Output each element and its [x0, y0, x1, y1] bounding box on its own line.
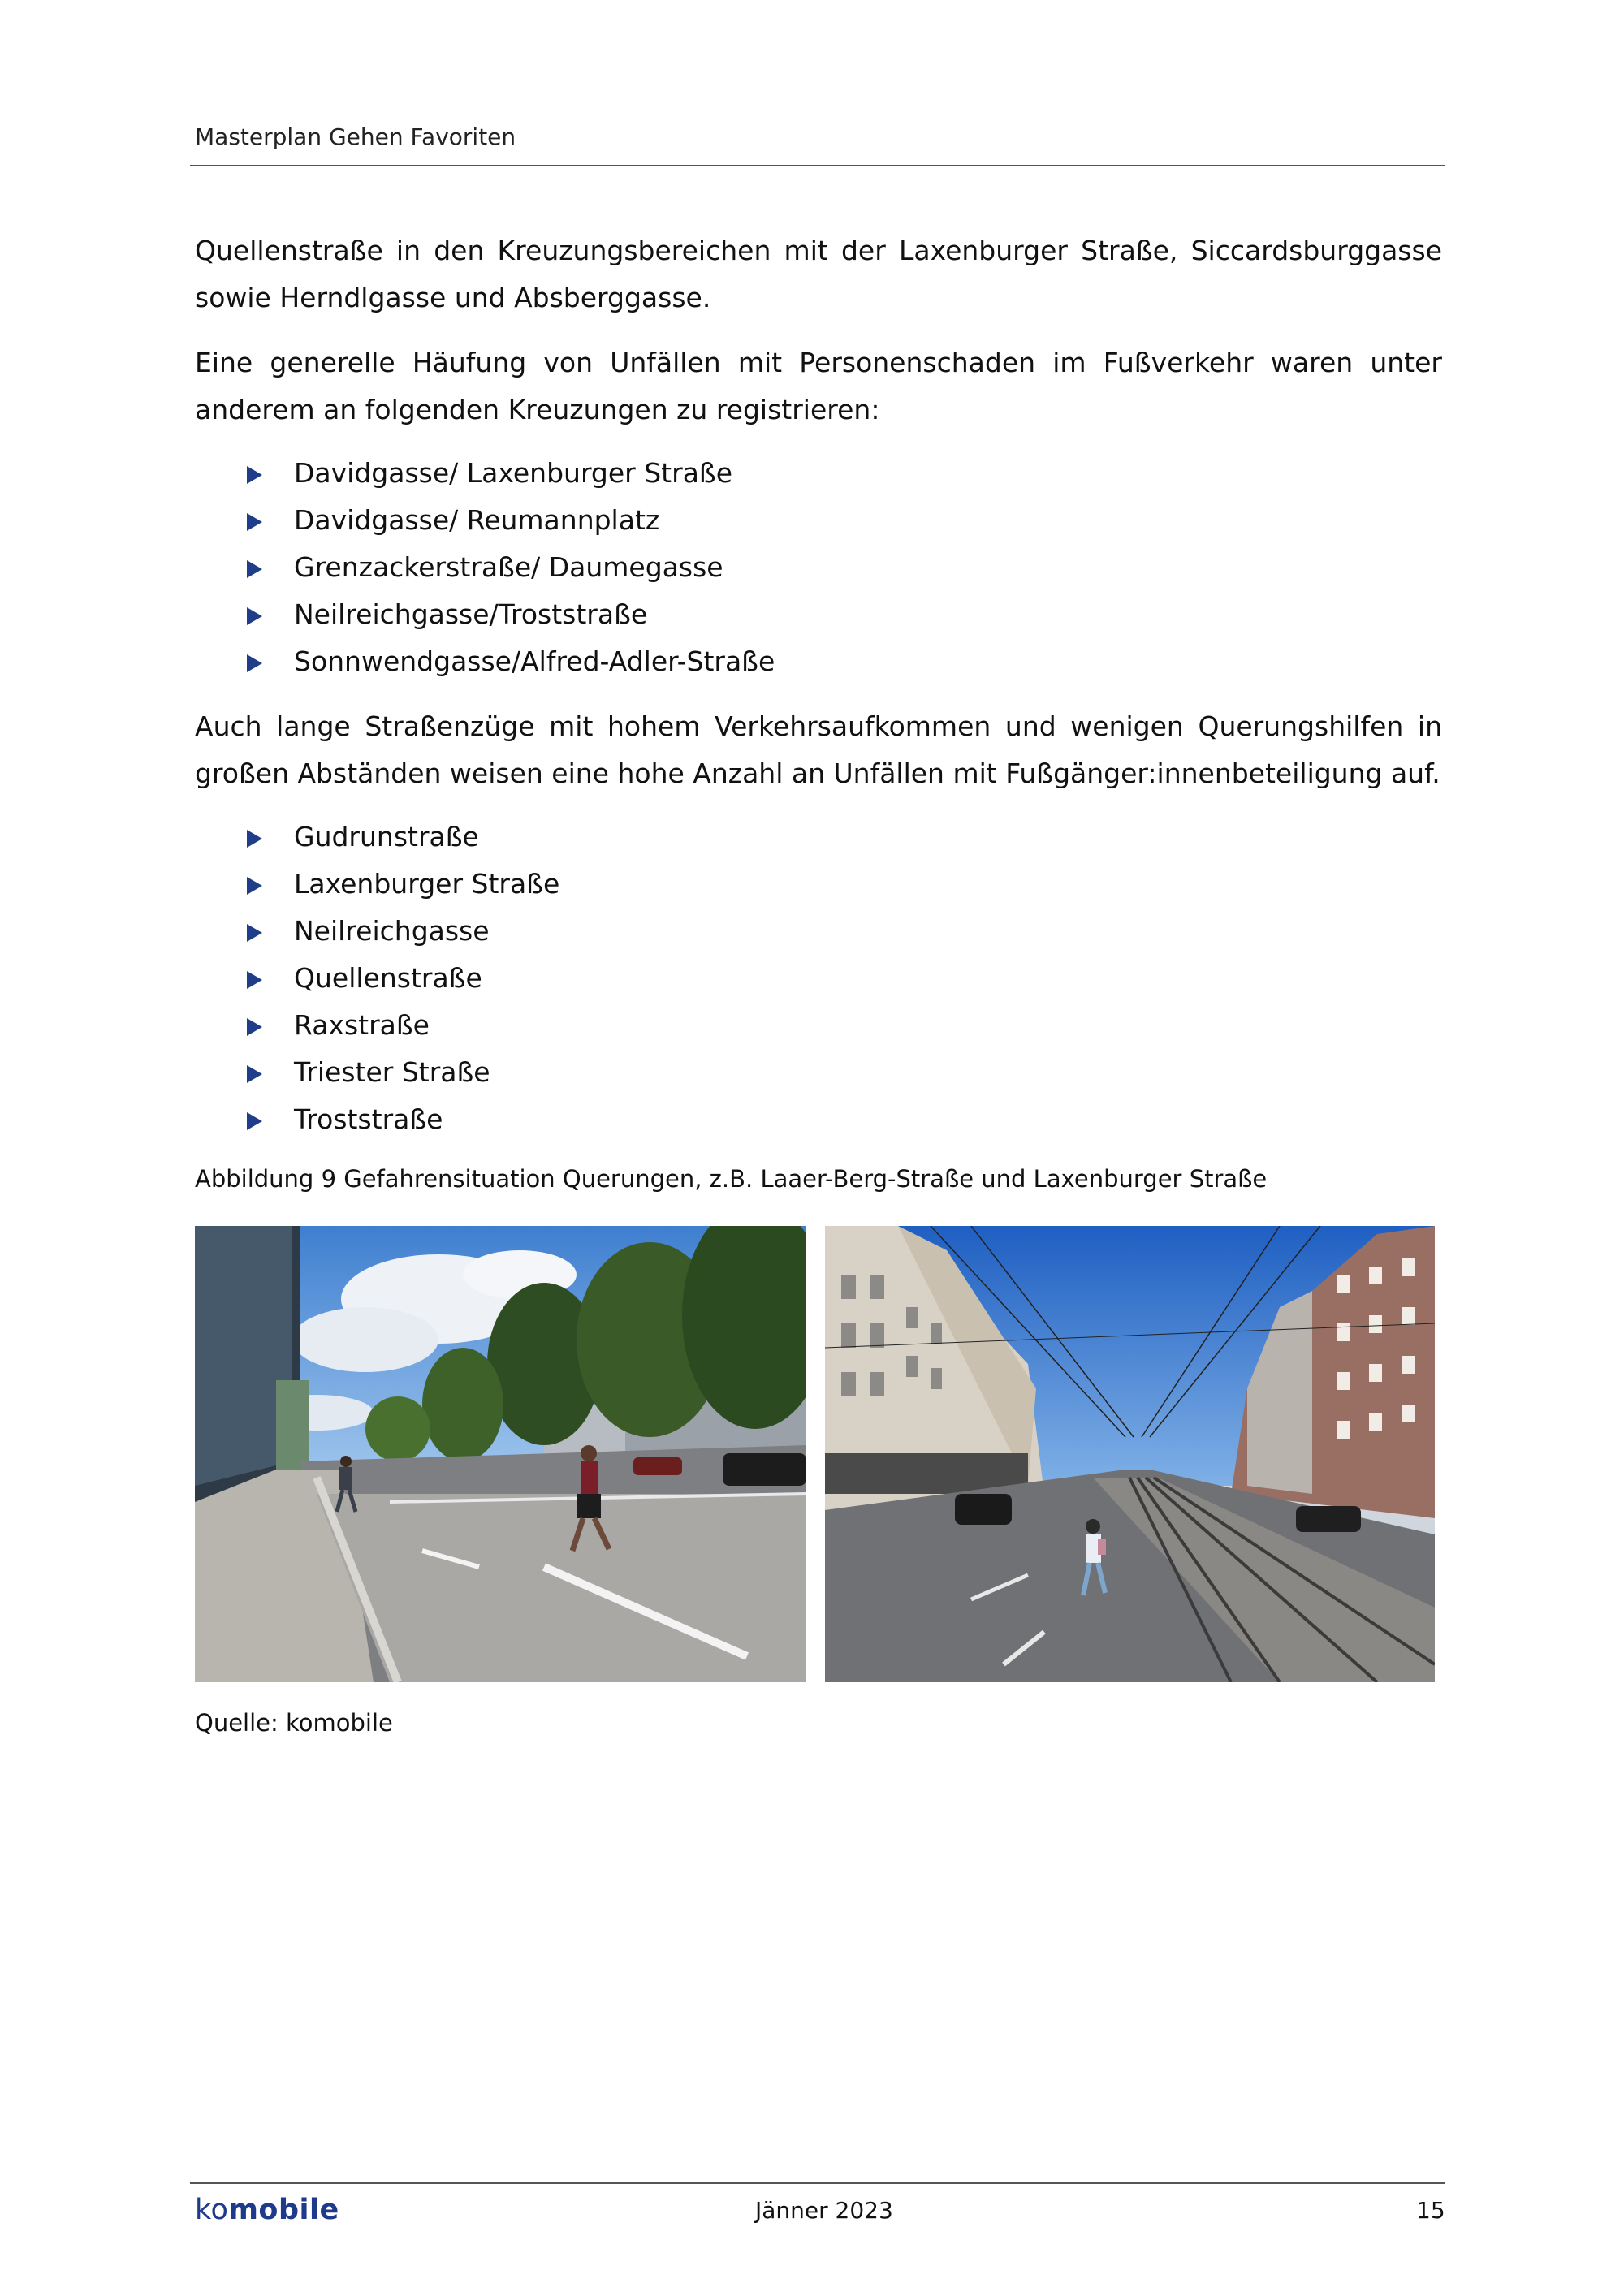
list-item: [247, 1002, 559, 1049]
triangle-bullet-icon: [247, 1018, 262, 1036]
list-item-text: Davidgasse/ Laxenburger Straße: [294, 457, 733, 489]
photo-laxenburger-strasse: [825, 1226, 1435, 1682]
intersection-list: [247, 450, 775, 685]
list-item-text: Quellenstraße: [294, 962, 482, 994]
list-item: [247, 908, 559, 955]
list-item: [247, 497, 775, 544]
paragraph-intro-continued: Quellenstraße in den Kreuzungsbereichen mit der Laxenburger Straße, Siccardsburggasse sowie Herndlgasse und Absberggasse.: [195, 235, 1442, 313]
figure-source: Quelle: komobile: [195, 1709, 393, 1737]
triangle-bullet-icon: [247, 830, 262, 848]
triangle-bullet-icon: [247, 924, 262, 942]
list-item-text: Raxstraße: [294, 1009, 430, 1041]
footer-divider: [190, 2182, 1445, 2184]
page-number: 15: [1416, 2197, 1445, 2224]
list-item-text: Triester Straße: [294, 1056, 490, 1088]
paragraph-streets: Auch lange Straßenzüge mit hohem Verkehrsaufkommen und wenigen Querungshilfen in großen Abständen weisen eine hohe Anzahl an Unfällen mit Fußgänger:innenbeteiligung auf.: [195, 710, 1442, 789]
paragraph-intersections: Eine generelle Häufung von Unfällen mit Personenschaden im Fußverkehr waren unter anderem an folgenden Kreuzungen zu registrieren:: [195, 347, 1442, 425]
list-item: [247, 955, 559, 1002]
list-item: [247, 1049, 559, 1096]
triangle-bullet-icon: [247, 971, 262, 989]
list-item-text: Laxenburger Straße: [294, 868, 560, 900]
list-item-text: Gudrunstraße: [294, 821, 479, 852]
logo-text-light: ko: [195, 2194, 229, 2226]
street-list: [247, 814, 559, 1143]
triangle-bullet-icon: [247, 560, 262, 578]
list-item-text: Neilreichgasse: [294, 915, 490, 947]
list-item-text: Neilreichgasse/Troststraße: [294, 598, 648, 630]
list-item-text: Sonnwendgasse/Alfred-Adler-Straße: [294, 645, 775, 677]
triangle-bullet-icon: [247, 877, 262, 895]
list-item: [247, 638, 775, 685]
header-divider: [190, 165, 1445, 166]
footer-date: Jänner 2023: [755, 2197, 893, 2224]
triangle-bullet-icon: [247, 1065, 262, 1083]
list-item: [247, 450, 775, 497]
triangle-bullet-icon: [247, 654, 262, 672]
logo-text-bold: mobile: [228, 2194, 339, 2226]
street-photo-illustration: [195, 1226, 806, 1682]
list-item: [247, 591, 775, 638]
triangle-bullet-icon: [247, 513, 262, 531]
list-item: [247, 1096, 559, 1143]
triangle-bullet-icon: [247, 466, 262, 484]
figure-caption: Abbildung 9 Gefahrensituation Querungen, z.B. Laaer-Berg-Straße und Laxenburger Straße: [195, 1165, 1268, 1193]
triangle-bullet-icon: [247, 607, 262, 625]
list-item: [247, 814, 559, 861]
street-photo-illustration: [825, 1226, 1435, 1682]
list-item: [247, 861, 559, 908]
list-item: [247, 544, 775, 591]
photo-laaer-berg-strasse: [195, 1226, 806, 1682]
running-header: Masterplan Gehen Favoriten: [195, 123, 516, 150]
list-item-text: Troststraße: [294, 1103, 443, 1135]
list-item-text: Davidgasse/ Reumannplatz: [294, 504, 660, 536]
komobile-logo: [195, 2194, 339, 2226]
list-item-text: Grenzackerstraße/ Daumegasse: [294, 551, 723, 583]
triangle-bullet-icon: [247, 1112, 262, 1130]
